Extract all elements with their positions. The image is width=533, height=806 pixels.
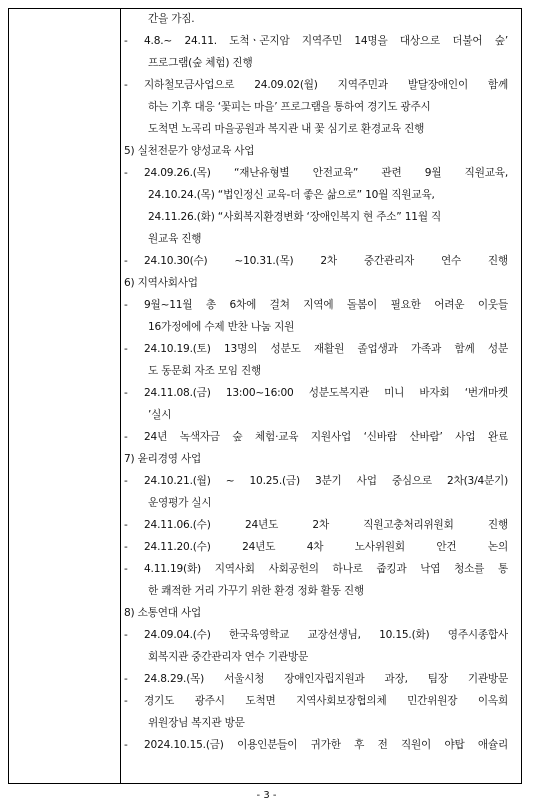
bullet-line bbox=[120, 162, 508, 184]
bullet-text: 24.8.29.(목) 서울시청 장애인자립지원과 과장, 팀장 기관방문 bbox=[144, 673, 508, 685]
bullet-dash: - bbox=[124, 629, 128, 641]
section-heading: 5) 실천전문가 양성교육 사업 bbox=[124, 145, 255, 157]
continuation-line: ’실시 bbox=[148, 409, 172, 421]
bullet-text: 24.09.04.(수) 한국육영학교 교장선생님, 10.15.(화) 영주시종합사 bbox=[144, 629, 508, 641]
bullet-line bbox=[120, 382, 508, 404]
bullet-dash: - bbox=[124, 563, 128, 575]
bullet-line bbox=[120, 536, 508, 558]
section-heading: 6) 지역사회사업 bbox=[124, 277, 198, 289]
section-heading: 8) 소통연대 사업 bbox=[124, 607, 202, 619]
page-number: - 3 - bbox=[256, 790, 277, 801]
bullet-dash: - bbox=[124, 299, 128, 311]
continuation-line: 하는 기후 대응 ‘꽃피는 마을’ 프로그램을 통하여 경기도 광주시 bbox=[148, 101, 431, 113]
bullet-dash: - bbox=[124, 167, 128, 179]
bullet-dash: - bbox=[124, 431, 128, 443]
continuation-line: 원교육 진행 bbox=[148, 233, 202, 245]
content-cell bbox=[120, 8, 508, 756]
bullet-dash: - bbox=[124, 79, 128, 91]
continuation-line: 운영평가 실시 bbox=[148, 497, 212, 509]
bullet-dash: - bbox=[124, 673, 128, 685]
bullet-line bbox=[120, 426, 508, 448]
bullet-dash: - bbox=[124, 541, 128, 553]
bullet-line bbox=[120, 514, 508, 536]
bullet-line bbox=[120, 250, 508, 272]
continuation-line: 24.10.24.(목) “법인정신 교육-더 좋은 삶으로” 10월 직원교육, bbox=[148, 189, 435, 201]
bullet-line bbox=[120, 470, 508, 492]
bullet-dash: - bbox=[124, 387, 128, 399]
continuation-line: 16가정에에 수제 반찬 나눔 지원 bbox=[148, 321, 295, 333]
bullet-line bbox=[120, 294, 508, 316]
continuation-line: 도척면 노곡리 마을공원과 복지관 내 꽃 심기로 환경교육 진행 bbox=[148, 123, 425, 135]
continuation-line: 한 쾌적한 거리 가꾸기 위한 환경 정화 활동 진행 bbox=[148, 585, 364, 597]
continuation-line: 24.11.26.(화) “사회복지환경변화 ‘장애인복지 현 주소” 11월 직 bbox=[148, 211, 442, 223]
bullet-line bbox=[120, 74, 508, 96]
bullet-line bbox=[120, 30, 508, 52]
bullet-line bbox=[120, 558, 508, 580]
bullet-text: 24년 녹색자금 숲 체험·교육 지원사업 ‘신바람 산바람’ 사업 완료 bbox=[144, 431, 508, 443]
bullet-dash: - bbox=[124, 35, 128, 47]
continuation-line: 간을 가짐. bbox=[148, 13, 195, 25]
bullet-text: 24.10.30(수) ~10.31.(목) 2차 중간관리자 연수 진행 bbox=[144, 255, 508, 267]
bullet-text: 24.09.26.(목) “재난유형별 안전교육” 관련 9월 직원교육, bbox=[144, 167, 508, 179]
bullet-line bbox=[120, 668, 508, 690]
bullet-text: 경기도 광주시 도척면 지역사회보장협의체 민간위원장 이옥희 bbox=[144, 695, 508, 707]
bullet-line bbox=[120, 690, 508, 712]
bullet-dash: - bbox=[124, 255, 128, 267]
bullet-line bbox=[120, 624, 508, 646]
continuation-line: 회복지관 중간관리자 연수 기관방문 bbox=[148, 651, 309, 663]
continuation-line: 프로그램(숲 체험) 진행 bbox=[148, 57, 253, 69]
bullet-dash: - bbox=[124, 343, 128, 355]
bullet-text: 24.11.20.(수) 24년도 4차 노사위원회 안건 논의 bbox=[144, 541, 508, 553]
bullet-text: 24.11.08.(금) 13:00~16:00 성분도복지관 미니 바자회 ‘번개마켓 bbox=[144, 387, 508, 399]
continuation-line: 위원장님 복지관 방문 bbox=[148, 717, 245, 729]
bullet-text: 4.11.19(화) 지역사회 사회공헌의 하나로 줍킹과 낙엽 청소를 통 bbox=[144, 563, 508, 575]
bullet-text: 4.8.~ 24.11. 도척ㆍ곤지암 지역주민 14명을 대상으로 더불어 숲’ bbox=[144, 35, 508, 47]
bullet-dash: - bbox=[124, 475, 128, 487]
bullet-line bbox=[120, 734, 508, 756]
bullet-text: 24.10.19.(토) 13명의 성분도 재활원 졸업생과 가족과 함께 성분 bbox=[144, 343, 508, 355]
bullet-text: 24.10.21.(월) ~ 10.25.(금) 3분기 사업 중심으로 2차(3/4분기) bbox=[144, 475, 508, 487]
bullet-text: 24.11.06.(수) 24년도 2차 직원고충처리위원회 진행 bbox=[144, 519, 508, 531]
continuation-line: 도 동문회 자조 모임 진행 bbox=[148, 365, 262, 377]
bullet-line bbox=[120, 338, 508, 360]
bullet-dash: - bbox=[124, 739, 128, 751]
bullet-text: 9월~11월 총 6차에 걸쳐 지역에 돌봄이 필요한 어려운 이웃들 bbox=[144, 299, 508, 311]
section-heading: 7) 윤리경영 사업 bbox=[124, 453, 202, 465]
bullet-text: 지하철모금사업으로 24.09.02(월) 지역주민과 발달장애인이 함께 bbox=[144, 79, 508, 91]
bullet-text: 2024.10.15.(금) 이용인분들이 귀가한 후 전 직원이 야탑 애슐리 bbox=[144, 739, 508, 751]
bullet-dash: - bbox=[124, 519, 128, 531]
bullet-dash: - bbox=[124, 695, 128, 707]
